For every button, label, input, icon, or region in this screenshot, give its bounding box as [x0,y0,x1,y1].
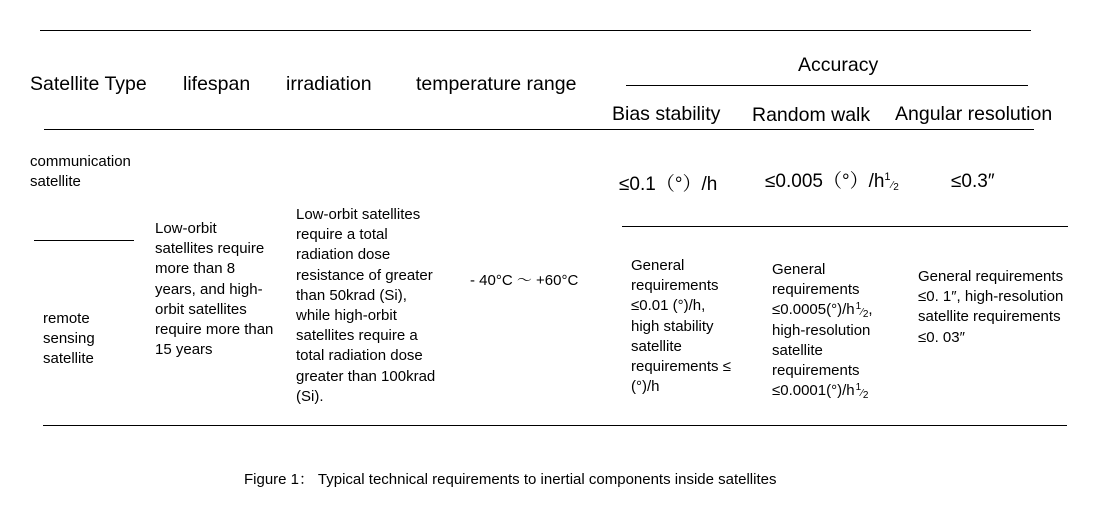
header-temperature-range: temperature range [416,73,577,95]
header-bias-stability: Bias stability [612,103,721,125]
header-satellite-type: Satellite Type [30,73,147,95]
header-lifespan: lifespan [183,73,251,95]
remote-sensing-random-walk-cell: General requirements ≤0.0005(°)/h1⁄2, high-resolution satellite requirements ≤0.0001(°)/h1⁄2 [772,261,873,402]
communication-type-cell: communication satellite [30,153,131,191]
header-angular-resolution: Angular resolution [895,103,1053,125]
remote-sensing-angular-resolution-cell: General requirements ≤0. 1″, high-resolution satellite requirements ≤0. 03″ [918,268,1064,346]
remote-sensing-temperature-range: - 40°C ～ +60°C [470,272,579,289]
remote-sensing-irradiation-cell: Low-orbit satellites require a total radiation dose resistance of greater than 50krad (Si), while high-orbit satellites require a total radiation dose greater than 100krad (Si). [296,206,436,405]
communication-angular-resolution: ≤0.3″ [951,171,995,192]
header-accuracy: Accuracy [798,54,879,76]
header-random-walk: Random walk [752,104,871,126]
remote-sensing-type-cell: remote sensing satellite [43,310,95,368]
communication-bias-stability: ≤0.1（°）/h [619,174,718,195]
remote-sensing-bias-stability-cell: General requirements ≤0.01 (°)/h, high stability satellite requirements ≤ (°)/h [631,257,731,396]
communication-row-rule [622,226,1068,227]
communication-random-walk: $\le 0.005(^\circ)/h^1⁄2$ [765,171,899,193]
figure-caption: Figure 1： Typical technical requirements to inertial components inside satellites [244,471,777,488]
header-bottom-rule [44,129,1034,130]
table-top-rule [40,30,1031,31]
type-separator-rule [34,240,134,241]
remote-sensing-lifespan-cell: Low-orbit satellites require more than 8 years, and high- orbit satellites require more than 15 years [155,220,274,359]
header-irradiation: irradiation [286,73,372,95]
table-bottom-rule [43,425,1067,426]
accuracy-group-rule [626,85,1028,86]
